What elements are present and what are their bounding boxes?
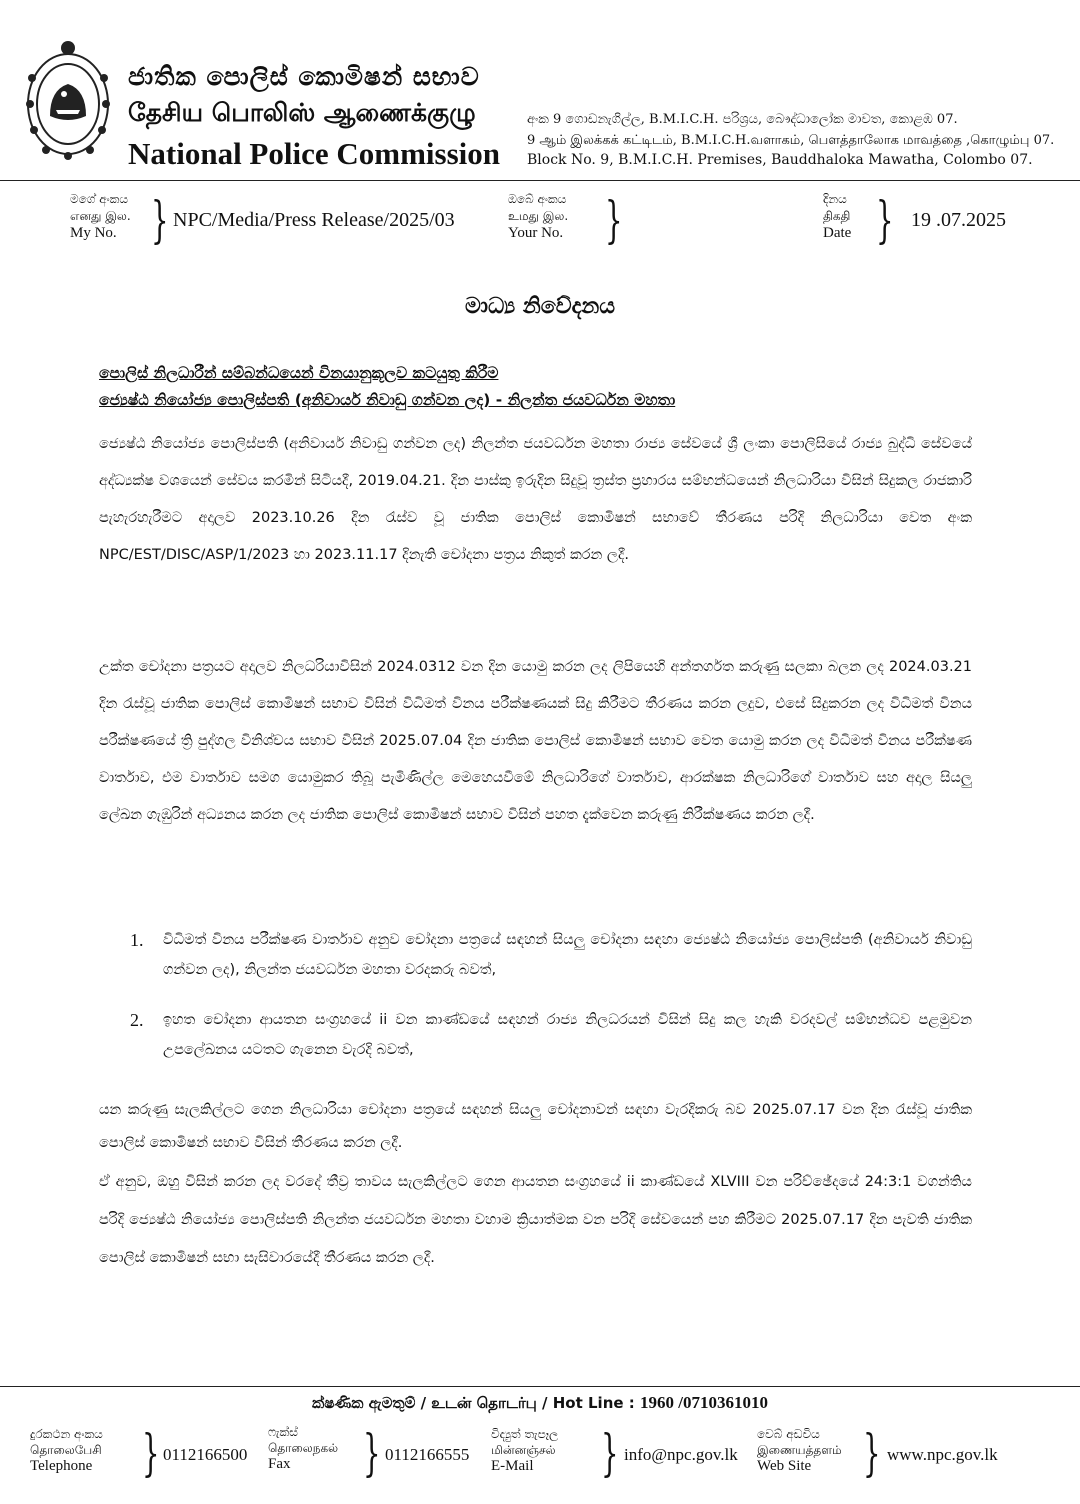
website-link[interactable]: www.npc.gov.lk (887, 1445, 998, 1464)
hotline (0, 1393, 1080, 1414)
subject-line-1: පොලිස් නිලධාරීන් සම්බන්ධයෙන් විනයානුකූලව කටයුතු කිරීම (99, 364, 499, 382)
org-name-tamil: தேசிய பொலிஸ் ஆணைக்குழு (128, 98, 476, 127)
subject-line-2: ජ්‍යෙෂ්ඨ නියෝජ්‍ය පොලිස්පති (අනිවාර්ය නිවාඩු ගන්වන ලද) - නිලන්ත ජයවර්ධන මහතා (99, 391, 676, 409)
telephone-brace: } (142, 1424, 160, 1482)
hotline-number: 1960 /0710361010 (640, 1393, 768, 1412)
list-item-2-text: ඉහත චෝදනා ආයතන සංග්‍රහයේ ii වන කාණ්ඩයේ සඳහන් රාජ්‍ය නිලධරයන් විසින් සිදු කල හැකි වරදවල් සම්භන්ධව පළමුවන උපලේඛනය යටතට ගැනෙන වැරදි බවත්, (163, 1012, 972, 1058)
paragraph-3: යන කරුණු සැලකිල්ලට ගෙන නිලධාරියා චෝදනා පත්‍රයේ සඳහන් සියලු චෝදනාවන් සඳහා වැරදිකරු බව 2025.07.17 වන දින රැස්වූ ජාතික පොලිස් කොමිෂන් සභාව විසින් තීරණය කරන ලදී. (99, 1102, 972, 1151)
document-title: මාධ්‍ය නිවේදනය (464, 294, 616, 319)
address-sinhala: අංක 9 ගොඩනැගිල්ල, B.M.I.C.H. පරිශ්‍රය, බෞද්ධාලෝක මාවත, කොළඹ 07. (527, 112, 958, 127)
national-emblem-seal (20, 38, 116, 162)
list-item-2-number: 2. (130, 1010, 144, 1030)
email-brace: } (601, 1424, 619, 1482)
list-item-1-number: 1. (130, 930, 144, 950)
your-no-label: ඔබේ අංකය உமது இல. Your No. (508, 192, 569, 241)
date-value: 19 .07.2025 (911, 209, 1006, 231)
website-label: වෙබ් අඩවිය இணையத்தளம் Web Site (757, 1427, 842, 1474)
date-brace: } (876, 191, 894, 249)
website-brace: } (863, 1424, 881, 1482)
telephone-value: 0112166500 (163, 1445, 248, 1464)
email-link[interactable]: info@npc.gov.lk (624, 1445, 738, 1464)
paragraph-1: ජ්‍යෙෂ්ඨ නියෝජ්‍ය පොලිස්පති (අනිවාර්ය නිවාඩු ගන්වන ලද) නිලන්ත ජයවර්ධන මහතා රාජ්‍ය සේවයේ ශ්‍රී ලංකා පොලිසියේ රාජ්‍ය බුද්ධි සේවයේ අද්ධ්‍යක්ෂ වශයෙන් සේවය කරමින් සිටියදී, 2019.04.21. දින පාස්කු ඉරුදින සිදුවූ ත්‍රස්ත ප්‍රහාරය සම්භන්ධයෙන් නිලධාරියා විසින් සිදුකල රාජකාරි පැහැරහැරීමට අදාලව 2023.10.26 දින රැස්ව වූ ජාතික පොලිස් කොමිෂන් සභාවේ තීරණය පරිදි නිලධාරියා වෙත අංක NPC/EST/DISC/ASP/1/2023 හා 2023.11.17 දිනැති චෝදනා පත්‍රය නිකුත් කරන ලදී. (99, 436, 972, 563)
my-no-label: මගේ අංකය எனது இல. My No. (70, 192, 131, 241)
fax-brace: } (363, 1424, 381, 1482)
paragraph-2: උක්ත චෝදනා පත්‍රයට අදාලව නිලධරියාවිසින් 2024.0312 වන දින යොමු කරන ලද ලිපියෙහි අන්තර්ගත කරුණු සලකා බලන ලද 2024.03.21 දින රැස්වූ ජාතික පොලිස් කොමිෂන් සභාව විසින් විධිමත් විනය පරීක්ෂණයක් සිදු කිරීමට තීරණය කරන ලදුව, එසේ සිදුකරන ලද විධිමත් විනය පරීක්ෂණයේ ත්‍රි පුද්ගල විනිශ්චය සභාව විසින් 2025.07.04 දින ජාතික පොලිස් කොමිෂන් සභාව වෙත යොමු කරන ලද විධිමත් විනය පරීක්ෂණ වාර්තාව, එම වාර්තාව සමග යොමුකර තිබූ පැමිණිල්ල මෙහෙයවීමේ නිලධාරිගේ වාර්තාව, ආරක්ෂක නිලධාරිගේ වාර්තාව සහ අදාල සියලු ලේඛන ගැඹුරින් අධ්‍යනය කරන ලද ජාතික පොලිස් කොමිෂන් සභාව විසින් පහත දැක්වෙන කරුණු නිරීක්ෂණය කරන ලදී. (99, 659, 972, 823)
org-name-english: National Police Commission (128, 136, 500, 171)
your-no-brace: } (605, 191, 623, 249)
list-item-1-text: විධිමත් විනය පරීක්ෂණ වාර්තාව අනුව චෝදනා පත්‍රයේ සඳහන් සියලු චෝදනා සඳහා ජ්‍යෙෂ්ඨ නියෝජ්‍ය පොලිස්පති (අනිවාර්ය නිවාඩු ගන්වන ලද), නිලන්ත ජයවර්ධන මහතා වරදකරු බවත්, (163, 932, 972, 978)
email-label: විද්‍යුත් තැපෑල மின்னஞ்சல் E-Mail (491, 1427, 559, 1474)
date-label: දිනය திகதி Date (823, 192, 852, 241)
my-no-brace: } (151, 191, 169, 249)
header-divider (0, 180, 1080, 181)
address-tamil: 9 ஆம் இலக்கக் கட்டிடம், B.M.I.C.H.வளாகம், பௌத்தாலோக மாவத்தை ,கொழும்பு 07. (527, 133, 1055, 148)
fax-value: 0112166555 (385, 1445, 470, 1464)
address-english: Block No. 9, B.M.I.C.H. Premises, Bauddhaloka Mawatha, Colombo 07. (527, 152, 1033, 168)
paragraph-4: ඒ අනුව, ඔහු විසින් කරන ලද වරදේ තීව්‍ර තාවය සැලකිල්ලට ගෙන ආයතන සංග්‍රහයේ ii කාණ්ඩයේ XLVIII වන පරිච්ඡේදයේ 24:3:1 වගන්තිය පරිදි ජ්‍යෙෂ්ඨ නියෝජ්‍ය පොලිස්පති නිලන්ත ජයවර්ධන මහතා වහාම ක්‍රියාත්මක වන පරිදි සේවයෙන් පහ කිරීමට 2025.07.17 දින පැවති ජාතික පොලිස් කොමිෂන් සභා සැසිවාරයේදී තීරණය කරන ලදී. (99, 1174, 972, 1266)
telephone-label: දුරකථන අංකය தொலைபேசி Telephone (30, 1427, 103, 1474)
fax-label: ෆැක්ස් தொலைநகல் Fax (268, 1425, 339, 1472)
hotline-label: ක්ෂණික ඇමතුම් / உடன் தொடர்பு / Hot Line : (312, 1394, 640, 1412)
my-no-value: NPC/Media/Press Release/2025/03 (173, 209, 455, 231)
org-name-sinhala: ජාතික පොලිස් කොමිෂන් සභාව (128, 62, 480, 91)
footer-divider (0, 1386, 1080, 1387)
